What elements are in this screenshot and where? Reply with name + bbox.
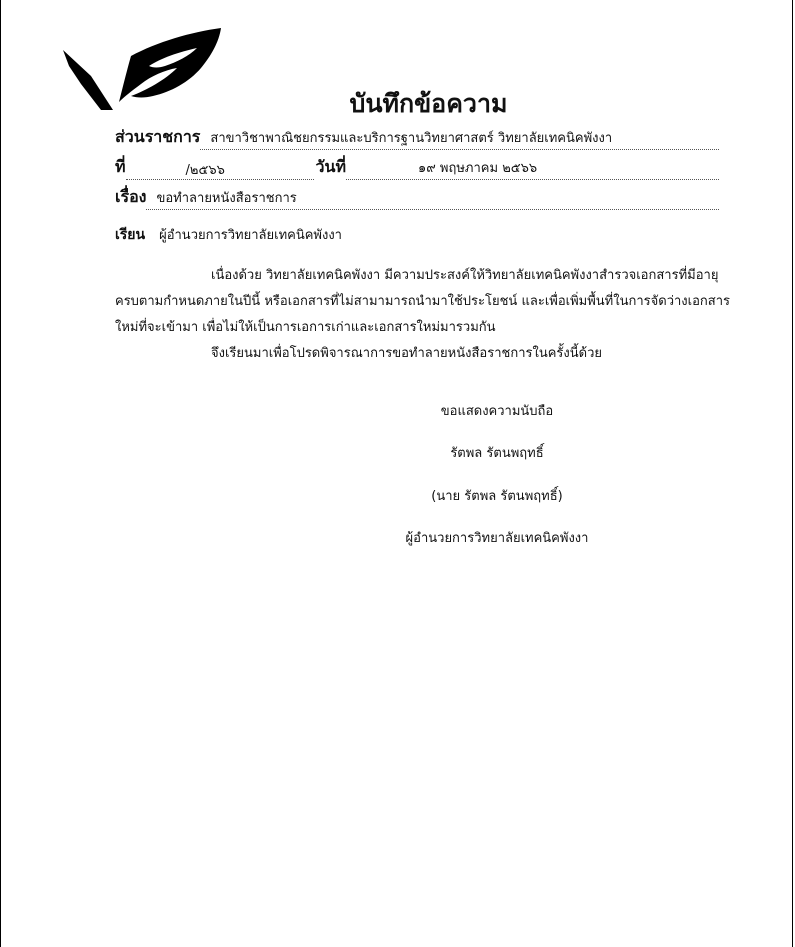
closing: ขอแสดงความนับถือ [440,404,554,419]
body-line: ครบตามกำหนดภายในปีนี้ หรือเอกสารที่ไม่สามามารถนำมาใช้ประโยชน์ และเพื่อเพิ่มพื้นที่ในการจัดว่างเอกสาร [115,294,730,309]
memo-body [115,263,730,367]
date-value: ๑๙ พฤษภาคม ๒๕๖๖ [346,160,719,180]
signature: รัตพล รัตนพฤทธิ์ [450,446,544,461]
agency-row [115,128,719,150]
addressee-label: เรียน [115,227,146,243]
number-date-row [115,158,719,180]
body-line: จึงเรียนมาเพื่อโปรดพิจารณาการขอทำลายหนังสือราชการในครั้งนี้ด้วย [211,346,602,361]
addressee [115,224,342,246]
page-title: บันทึกข้อความ [349,89,508,118]
date-label: วันที่ [315,157,347,176]
agency-value: สาขาวิชาพาณิชยกรรมและบริการฐานวิทยาศาสตร์ วิทยาลัยเทคนิคพังงา [200,130,719,150]
number-label: ที่ [115,157,126,176]
signer-position: ผู้อำนวยการวิทยาลัยเทคนิคพังงา [405,531,589,546]
addressee-value: ผู้อำนวยการวิทยาลัยเทคนิคพังงา [159,228,342,243]
agency-label: ส่วนราชการ [115,127,201,146]
signer-name: (นาย รัตพล รัตนพฤทธิ์) [431,489,563,504]
subject-value: ขอทำลายหนังสือราชการ [146,190,719,210]
body-line: ใหม่ที่จะเข้ามา เพื่อไม่ให้เป็นการเอการเก่าและเอกสารใหม่มารวมกัน [115,320,496,335]
number-value: /๒๕๖๖ [126,162,314,180]
subject-label: เรื่อง [115,187,147,206]
subject-row [115,188,719,210]
body-line: เนื่องด้วย วิทยาลัยเทคนิคพังงา มีความประสงค์ให้วิทยาลัยเทคนิคพังงาสำรวจเอกสารที่มีอายุ [211,268,719,283]
